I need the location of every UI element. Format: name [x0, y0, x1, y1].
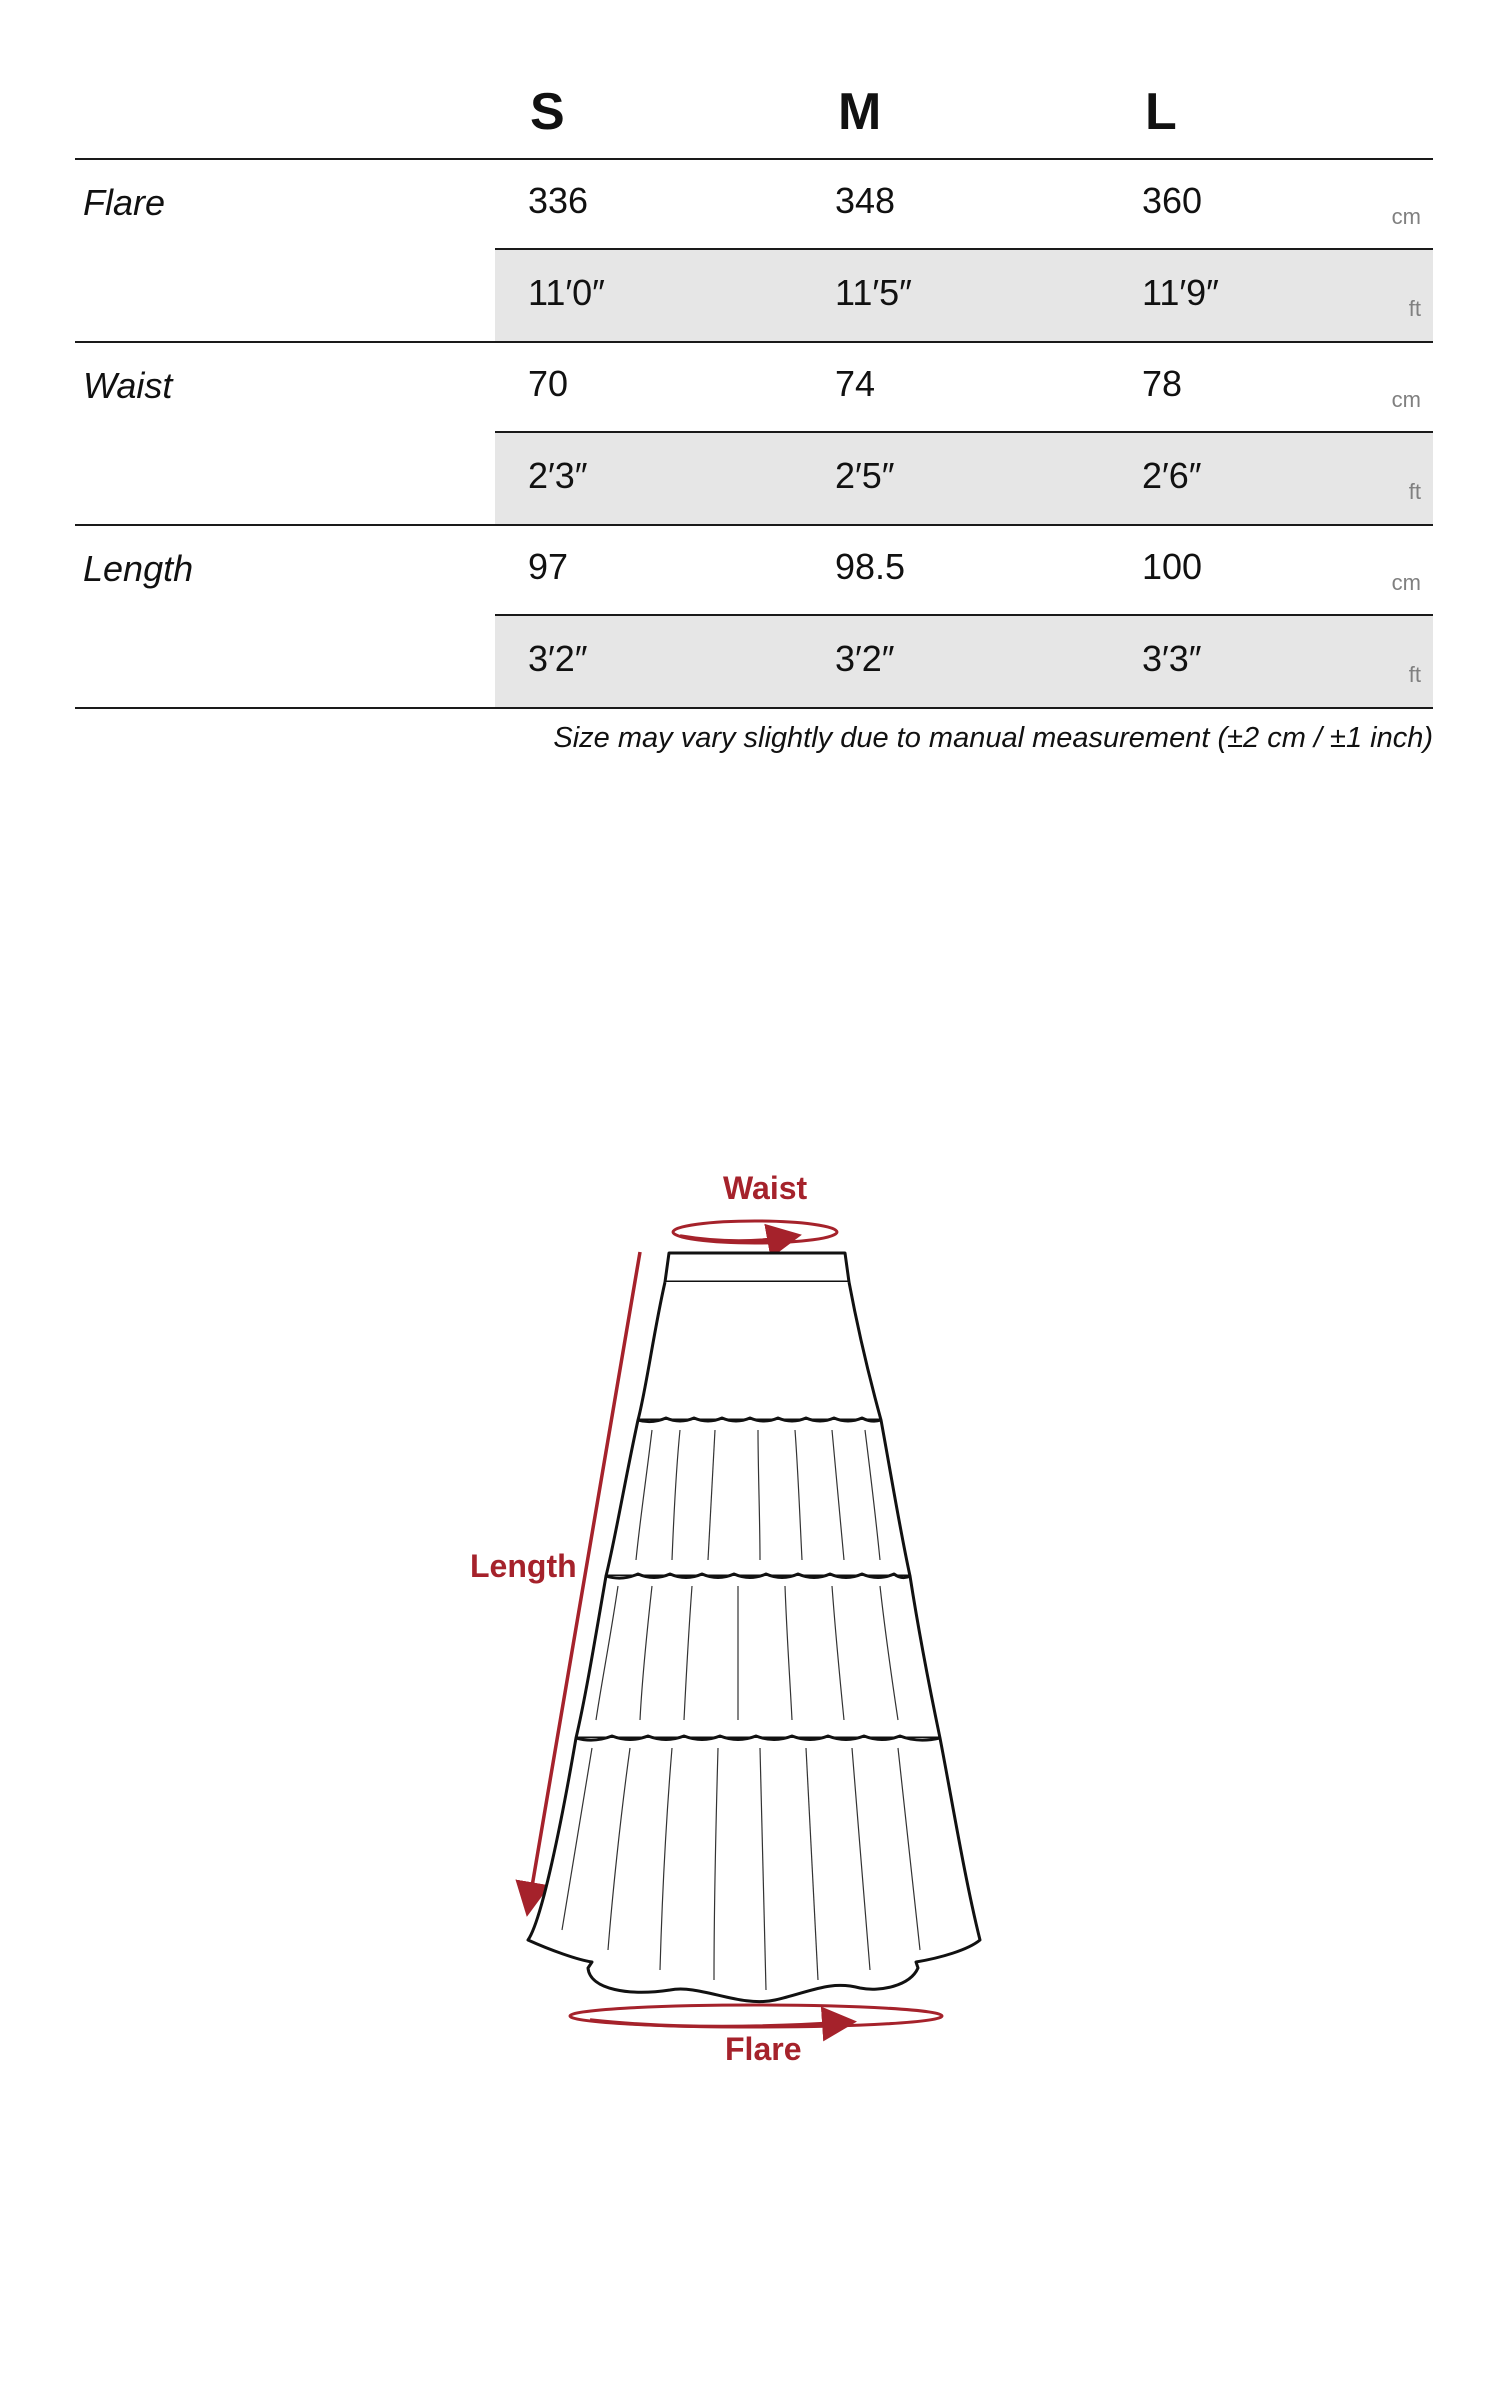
length-cm-row [495, 526, 1433, 616]
skirt-illustration [440, 1140, 1060, 2100]
flare-label: Flare [725, 2031, 802, 2067]
waist-ft-l: 2′6″ [1142, 455, 1202, 496]
length-label: Length [470, 1548, 577, 1584]
skirt-measurement-diagram [440, 1140, 1060, 2100]
size-header-s: S [530, 83, 565, 141]
flare-ft-l: 11′9″ [1142, 272, 1219, 313]
waist-ft-m: 2′5″ [835, 455, 895, 496]
flare-cm-row [495, 160, 1433, 250]
measurement-group-flare [75, 160, 1433, 343]
unit-label-cm: cm [1391, 204, 1421, 229]
unit-label-cm: cm [1391, 570, 1421, 595]
unit-label-cm: cm [1391, 387, 1421, 412]
waist-label: Waist [723, 1170, 808, 1206]
flare-cm-l: 360 [1142, 180, 1203, 221]
measurement-group-length [75, 526, 1433, 709]
flare-cm-s: 336 [528, 180, 589, 221]
waist-cm-s: 70 [528, 363, 569, 404]
length-cm-l: 100 [1142, 546, 1203, 587]
flare-ft-s: 11′0″ [528, 272, 605, 313]
measurement-group-waist [75, 343, 1433, 526]
row-label-waist: Waist [83, 365, 173, 406]
skirt-outline [528, 1253, 980, 2002]
length-ft-m: 3′2″ [835, 638, 895, 679]
row-label-length: Length [83, 548, 194, 589]
unit-label-ft: ft [1408, 296, 1421, 321]
flare-cm-m: 348 [835, 180, 896, 221]
waist-cm-row [495, 343, 1433, 433]
size-header-row [75, 80, 1433, 160]
waist-cm-m: 74 [835, 363, 876, 404]
waist-ft-row [495, 433, 1433, 524]
unit-label-ft: ft [1408, 662, 1421, 687]
waist-arrow-icon [673, 1221, 837, 1243]
size-header-m: M [838, 83, 882, 141]
row-label-flare: Flare [83, 182, 166, 223]
unit-label-ft: ft [1408, 479, 1421, 504]
length-ft-s: 3′2″ [528, 638, 588, 679]
size-chart-table [75, 80, 1433, 709]
length-cm-s: 97 [528, 546, 569, 587]
flare-ft-row [495, 250, 1433, 341]
length-cm-m: 98.5 [835, 546, 906, 587]
length-ft-l: 3′3″ [1142, 638, 1202, 679]
size-header-l: L [1145, 83, 1177, 141]
measurement-disclaimer: Size may vary slightly due to manual measurement (±2 cm / ±1 inch) [553, 722, 1433, 754]
length-ft-row [495, 616, 1433, 707]
waist-cm-l: 78 [1142, 363, 1183, 404]
waist-ft-s: 2′3″ [528, 455, 588, 496]
flare-arrow-icon [570, 2005, 942, 2027]
flare-ft-m: 11′5″ [835, 272, 912, 313]
